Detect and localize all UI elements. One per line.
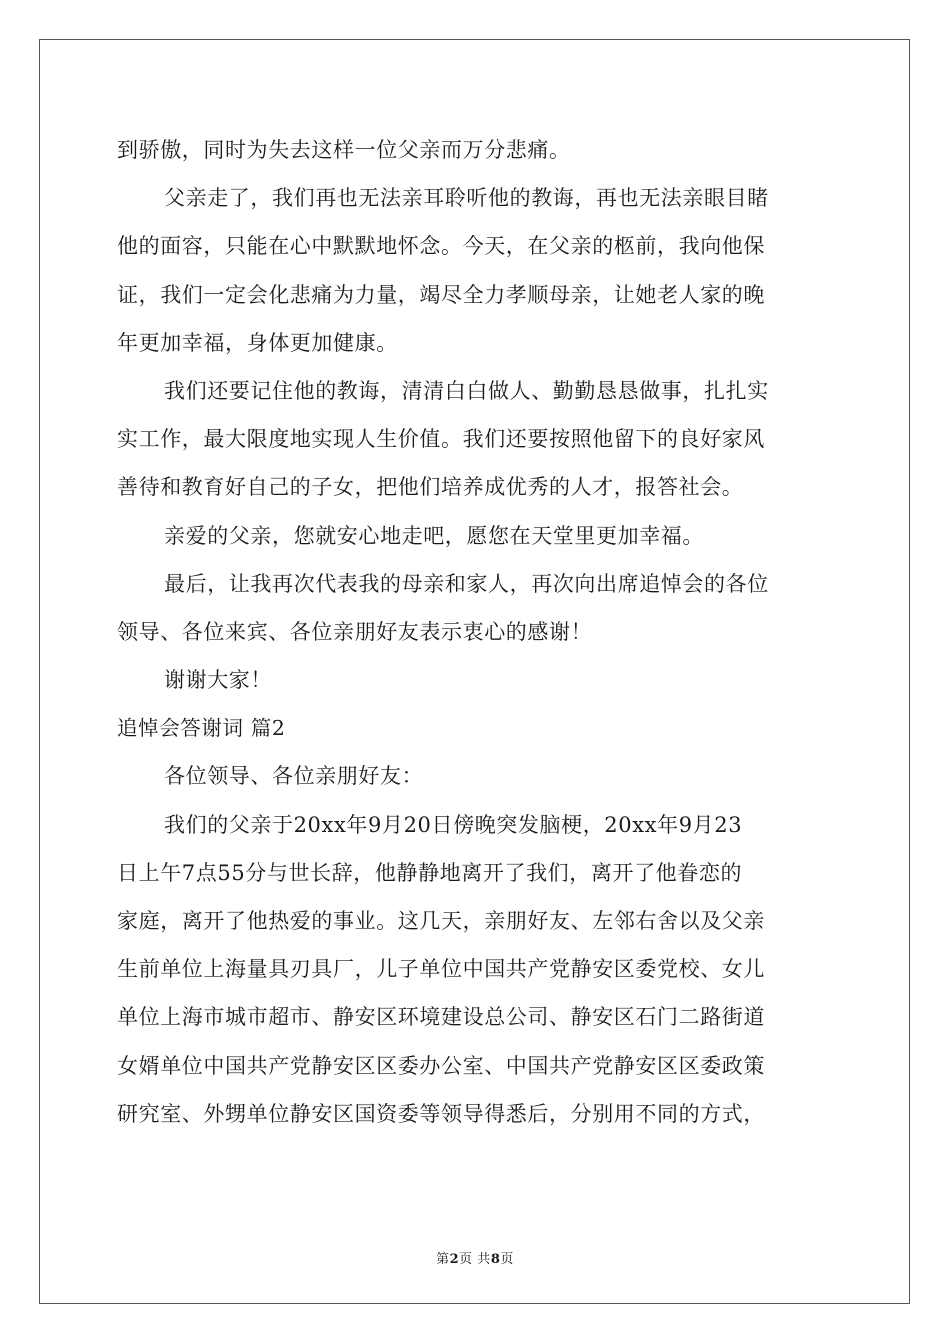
text-line: 研究室、外甥单位静安区国资委等领导得悉后，分别用不同的方式，	[117, 1101, 765, 1126]
footer-suffix: 页	[500, 1252, 514, 1267]
section-heading: 追悼会答谢词 篇2	[117, 716, 286, 741]
text-line: 我们还要记住他的教诲，清清白白做人、勤勤恳恳做事，扎扎实	[164, 378, 769, 403]
text-line: 亲爱的父亲，您就安心地走吧，愿您在天堂里更加幸福。	[164, 523, 704, 548]
text-line: 我们的父亲于20xx年9月20日傍晚突发脑梗，20xx年9月23	[164, 812, 743, 837]
text-line: 女婿单位中国共产党静安区区委办公室、中国共产党静安区区委政策	[117, 1053, 765, 1078]
text-line: 日上午7点55分与世长辞，他静静地离开了我们，离开了他眷恋的	[117, 860, 743, 885]
text-line: 年更加幸福，身体更加健康。	[117, 330, 398, 355]
text-line: 谢谢大家！	[164, 668, 272, 693]
text-line: 他的面容，只能在心中默默地怀念。今天，在父亲的柩前，我向他保	[117, 234, 765, 259]
text-line: 到骄傲，同时为失去这样一位父亲而万分悲痛。	[117, 138, 571, 162]
footer-total-pages: 8	[490, 1252, 501, 1267]
text-line: 家庭，离开了他热爱的事业。这几天，亲朋好友、左邻右舍以及父亲	[117, 909, 765, 933]
text-line: 各位领导、各位亲朋好友：	[164, 764, 424, 789]
text-line: 实工作，最大限度地实现人生价值。我们还要按照他留下的良好家风	[117, 427, 765, 452]
footer-prefix: 第	[436, 1252, 450, 1267]
text-line: 领导、各位来宾、各位亲朋好友表示衷心的感谢！	[117, 619, 593, 644]
text-line: 生前单位上海量具刃具厂，儿子单位中国共产党静安区委党校、女儿	[117, 957, 765, 982]
text-line: 善待和教育好自己的子女，把他们培养成优秀的人才，报答社会。	[117, 475, 744, 500]
document-body	[117, 126, 833, 1138]
footer-middle: 页 共	[459, 1252, 491, 1267]
text-line: 最后，让我再次代表我的母亲和家人，再次向出席追悼会的各位	[164, 571, 769, 596]
text-line: 父亲走了，我们再也无法亲耳聆听他的教诲，再也无法亲眼目睹	[164, 186, 769, 211]
page-footer	[0, 1248, 950, 1267]
text-line: 单位上海市城市超市、静安区环境建设总公司、静安区石门二路街道	[117, 1005, 765, 1030]
text-line: 证，我们一定会化悲痛为力量，竭尽全力孝顺母亲，让她老人家的晚	[117, 282, 765, 307]
footer-page-number: 2	[449, 1252, 460, 1267]
